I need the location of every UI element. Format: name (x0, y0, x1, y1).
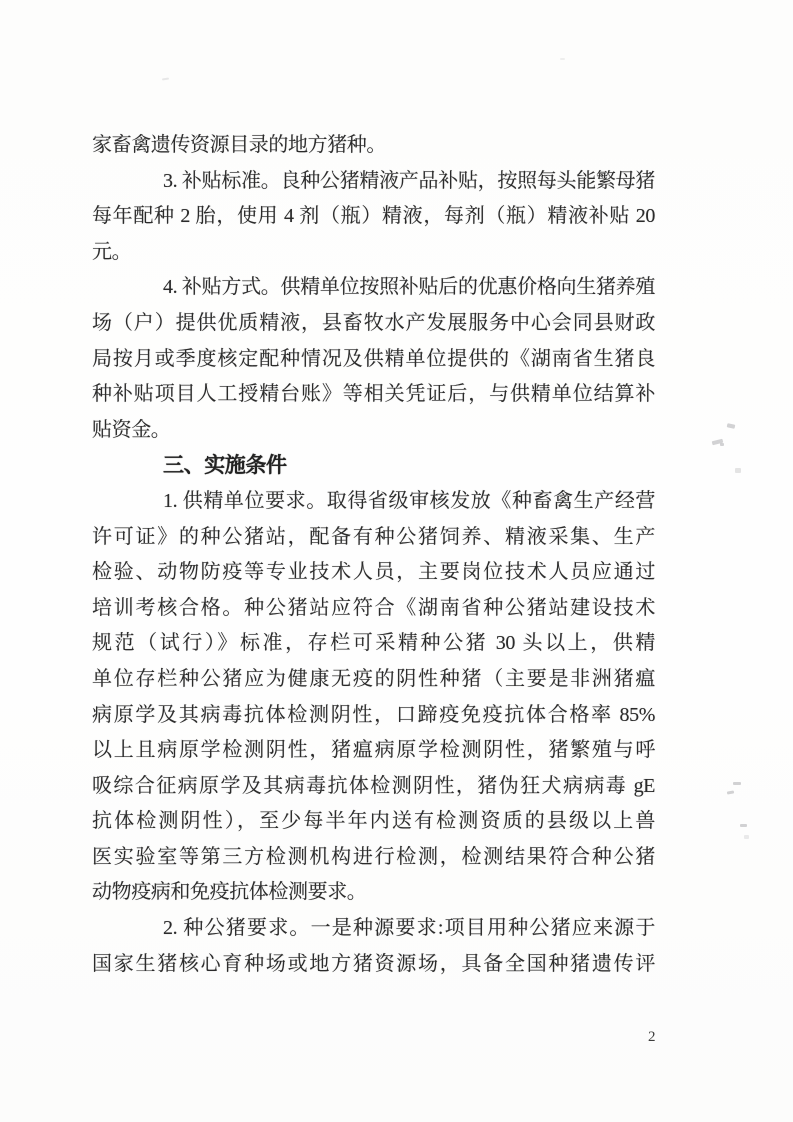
text-line: 3. 补贴标准。良种公猪精液产品补贴，按照每头能繁母猪 (163, 169, 655, 192)
scan-speckle (162, 78, 169, 81)
text-line: 单位存栏种公猪应为健康无疫的阴性种猪（主要是非洲猪瘟 (92, 667, 655, 690)
scan-speckle (744, 835, 749, 839)
text-line: 以上且病原学检测阴性，猪瘟病原学检测阴性，猪繁殖与呼 (92, 739, 655, 762)
text-line: 种补贴项目人工授精台账》等相关凭证后，与供精单位结算补 (92, 383, 655, 406)
text-line: 吸综合征病原学及其病毒抗体检测阴性，猪伪狂犬病病毒 gE (92, 774, 655, 797)
scan-speckle (735, 468, 741, 473)
scan-speckle (560, 58, 565, 60)
text-line: 医实验室等第三方检测机构进行检测，检测结果符合种公猪 (92, 845, 655, 868)
text-line: 每年配种 2 胎，使用 4 剂（瓶）精液，每剂（瓶）精液补贴 20 (92, 205, 655, 228)
text-line: 许可证》的种公猪站，配备有种公猪饲养、精液采集、生产 (92, 525, 655, 548)
scan-speckle (727, 790, 734, 794)
text-line: 贴资金。 (92, 418, 171, 441)
text-line: 家畜禽遗传资源目录的地方猪种。 (92, 134, 386, 156)
text-line: 动物疫病和免疫抗体检测要求。 (92, 881, 367, 904)
scan-speckle (727, 423, 736, 429)
section-heading: 三、实施条件 (163, 454, 287, 478)
text-line: 1. 供精单位要求。取得省级审核发放《种畜禽生产经营 (163, 489, 655, 512)
text-line: 抗体检测阴性），至少每半年内送有检测资质的县级以上兽 (92, 810, 655, 833)
scan-speckle (740, 824, 747, 827)
document-body (92, 128, 655, 982)
text-line: 病原学及其病毒抗体检测阴性，口蹄疫免疫抗体合格率 85% (92, 703, 655, 726)
text-line: 国家生猪核心育种场或地方猪资源场，具备全国种猪遗传评 (92, 952, 655, 975)
page-number: 2 (648, 1029, 656, 1045)
text-line: 4. 补贴方式。供精单位按照补贴后的优惠价格向生猪养殖 (163, 276, 655, 299)
text-line: 2. 种公猪要求。一是种源要求:项目用种公猪应来源于 (163, 917, 655, 940)
text-line: 规范（试行）》标准，存栏可采精种公猪 30 头以上，供精 (92, 632, 655, 655)
text-line: 局按月或季度核定配种情况及供精单位提供的《湖南省生猪良 (92, 347, 655, 370)
text-line: 检验、动物防疫等专业技术人员，主要岗位技术人员应通过 (92, 561, 655, 584)
text-line: 培训考核合格。种公猪站应符合《湖南省种公猪站建设技术 (92, 596, 655, 619)
text-line: 场（户）提供优质精液，县畜牧水产发展服务中心会同县财政 (92, 311, 655, 334)
scan-speckle (720, 443, 724, 446)
text-line: 元。 (92, 240, 132, 263)
scan-speckle (733, 782, 741, 785)
